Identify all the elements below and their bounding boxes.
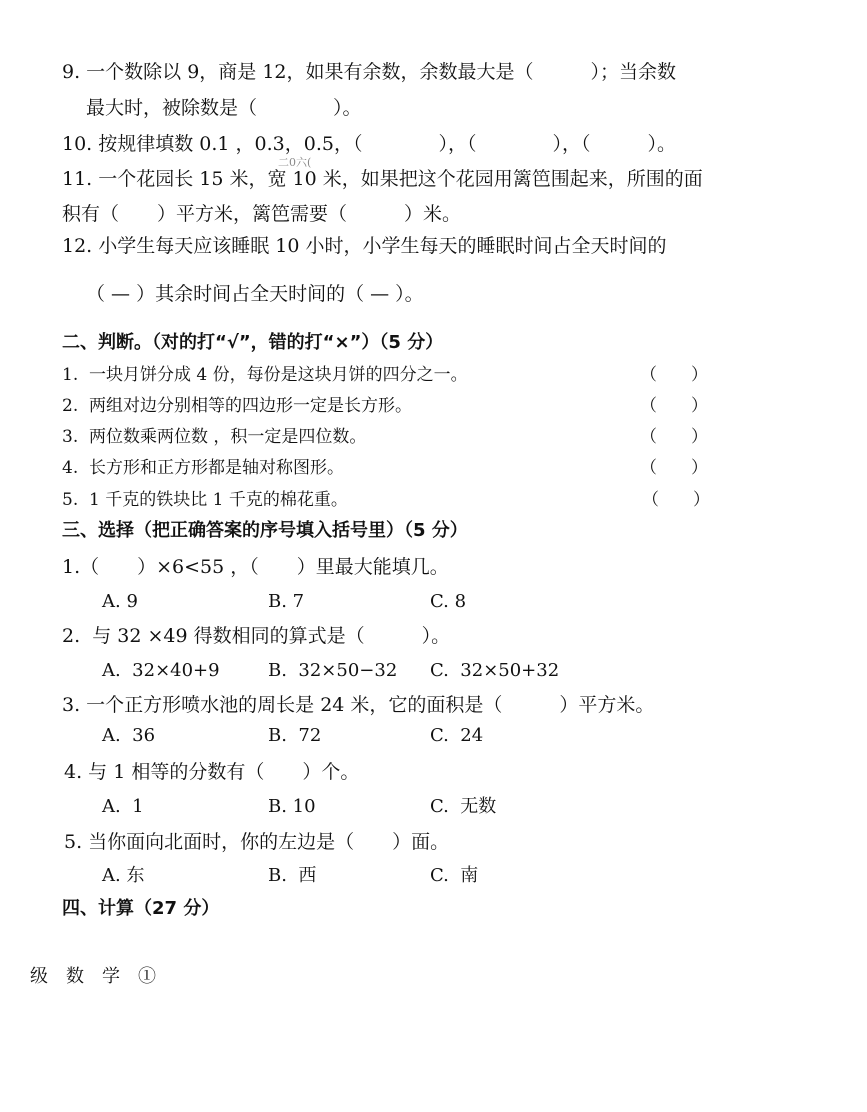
choice-question-5: 5. 当你面向北面时，你的左边是（ ）面。 — [64, 831, 450, 853]
choice-question-3: 3. 一个正方形喷水池的周长是 24 米，它的面积是（ ）平方米。 — [62, 694, 655, 716]
choice-option-c: C. 32×50+32 — [430, 660, 560, 681]
choice-option-a: A. 36 — [102, 725, 156, 746]
choice-option-a: A. 1 — [102, 796, 144, 817]
q9-line-2: 最大时，被除数是（ ）。 — [86, 97, 362, 119]
judgement-answer-paren: （ ） — [640, 396, 708, 416]
choice-option-b: B. 10 — [268, 796, 316, 817]
choice-option-c: C. 24 — [430, 725, 484, 746]
choice-option-c: C. 无数 — [430, 796, 497, 817]
judgement-item: 4. 长方形和正方形都是轴对称图形。 — [62, 458, 345, 478]
choice-option-b: B. 7 — [268, 591, 305, 612]
q12-line-1: 12. 小学生每天应该睡眠 10 小时，小学生每天的睡眠时间占全天时间的 — [62, 235, 667, 257]
choice-option-a: A. 东 — [102, 865, 145, 886]
q11-line-2: 积有（ ）平方米，篱笆需要（ ）米。 — [62, 203, 462, 225]
choice-option-c: C. 南 — [430, 865, 479, 886]
judgement-answer-paren: （ ） — [640, 427, 708, 447]
page-footer: 级 数 学 ① — [30, 966, 156, 987]
judgement-item: 3. 两位数乘两位数 ，积一定是四位数。 — [62, 427, 367, 447]
q11-line-1: 11. 一个花园长 15 米，宽 10 米，如果把这个花园用篱笆围起来，所围的面 — [62, 168, 703, 190]
q12-line-2: （ — ）其余时间占全天时间的（ — ）。 — [86, 283, 424, 305]
judgement-item: 1. 一块月饼分成 4 份，每份是这块月饼的四分之一。 — [62, 365, 468, 385]
judgement-item: 5. 1 千克的铁块比 1 千克的棉花重。 — [62, 490, 348, 510]
judgement-answer-paren: （ ） — [640, 365, 708, 385]
choice-question-4: 4. 与 1 相等的分数有（ ）个。 — [64, 761, 360, 783]
choice-option-c: C. 8 — [430, 591, 467, 612]
choice-option-b: B. 西 — [268, 865, 317, 886]
judgement-answer-paren: （ ） — [640, 458, 708, 478]
judgement-heading: 二、判断。（对的打“√”，错的打“×”）（5 分） — [62, 332, 444, 353]
choice-heading: 三、选择（把正确答案的序号填入括号里）（5 分） — [62, 520, 468, 541]
judgement-item: 2. 两组对边分别相等的四边形一定是长方形。 — [62, 396, 413, 416]
calc-heading: 四、计算（27 分） — [62, 898, 220, 919]
choice-question-1: 1.（ ）×6<55 ，（ ）里最大能填几。 — [62, 556, 449, 578]
choice-question-2: 2. 与 32 ×49 得数相同的算式是（ ）。 — [62, 625, 451, 647]
choice-option-b: B. 72 — [268, 725, 322, 746]
choice-option-b: B. 32×50−32 — [268, 660, 398, 681]
choice-option-a: A. 9 — [102, 591, 138, 612]
q10: 10. 按规律填数 0.1 ，0.3，0.5，（ ），（ ），（ ）。 — [62, 133, 676, 155]
q9-line-1: 9. 一个数除以 9，商是 12，如果有余数，余数最大是（ ）；当余数 — [62, 61, 677, 83]
judgement-answer-paren: （ ） — [642, 490, 710, 510]
q10-smudge: 二0六( — [278, 156, 312, 169]
choice-option-a: A. 32×40+9 — [102, 660, 220, 681]
